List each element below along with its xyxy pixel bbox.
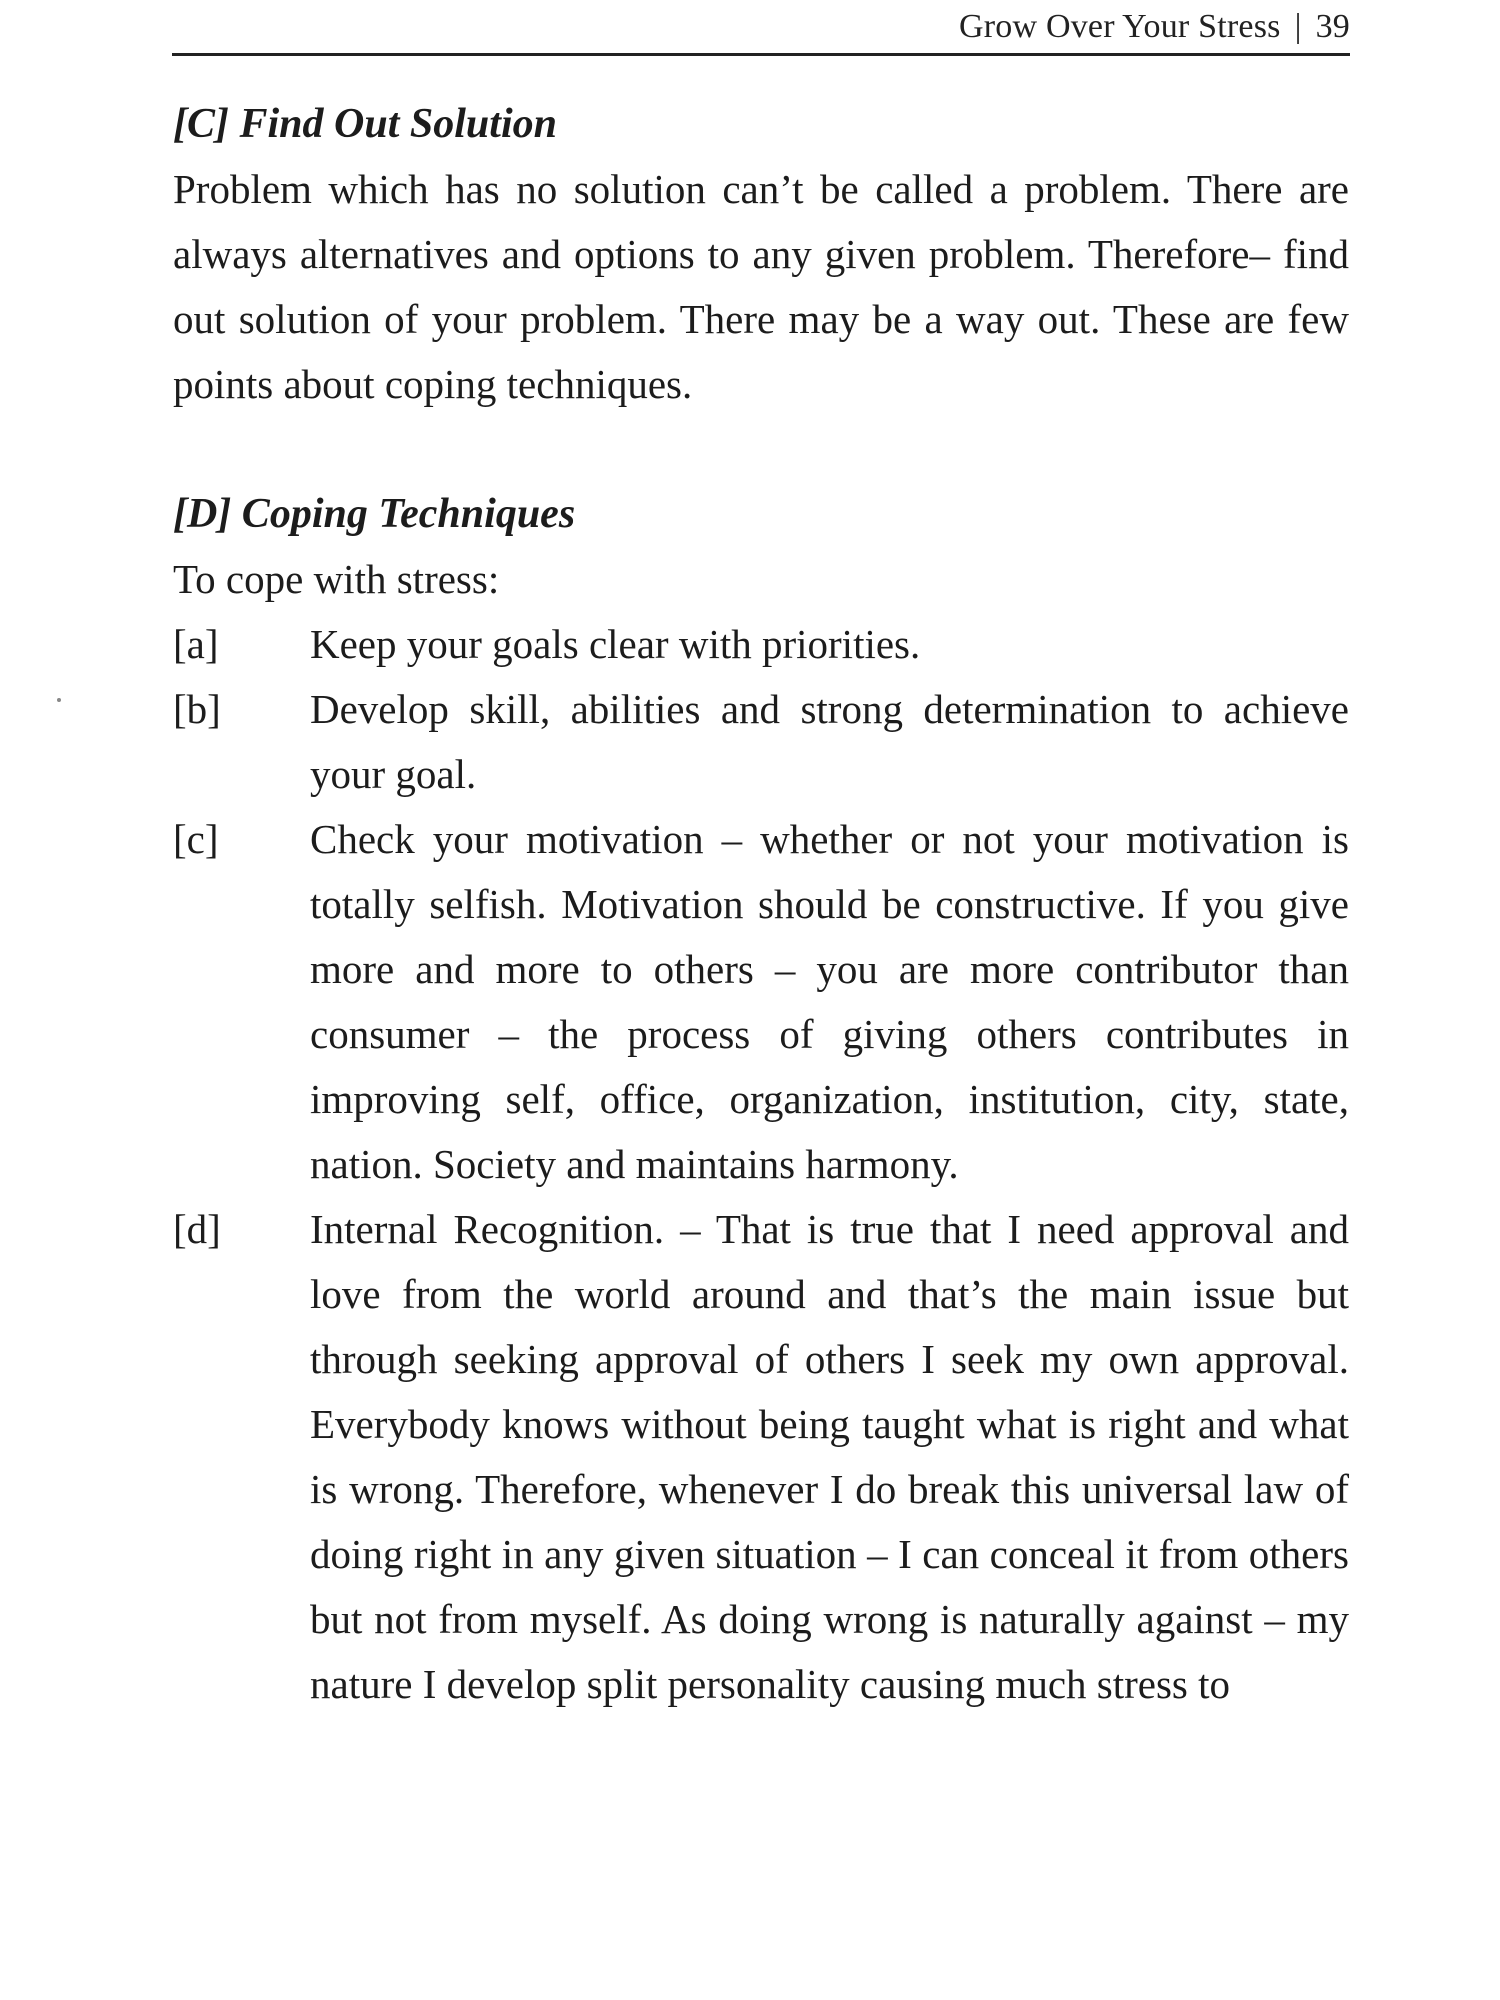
list-item-text: Develop skill, abilities and strong determination to achieve your goal. — [310, 686, 1349, 797]
section-spacer — [173, 417, 1349, 482]
running-header — [959, 8, 1350, 46]
list-marker: [c] — [173, 816, 219, 862]
list-item-c — [173, 807, 1349, 1197]
list-item-text: Internal Recognition. – That is true that I need approval and love from the world around and that’s the main issue but through seeking approval of others I seek my own approval. Everybody knows without being taught what is right and what is wrong. Therefore, whenever I do break this universal law of doing right in any given situation – I can conceal it from others but not from myself. As doing wrong is naturally against – my nature I develop split personality causing much stress to — [310, 1206, 1349, 1707]
scan-speck — [57, 698, 61, 702]
header-separator: | — [1294, 8, 1302, 45]
list-item-text: Keep your goals clear with priorities. — [310, 621, 921, 667]
list-marker: [d] — [173, 1206, 221, 1252]
section-c-paragraph: Problem which has no solution can’t be called a problem. There are always alternatives and options to any given problem. Therefore– find out solution of your problem. There may be a way out. These are few points about coping techniques. — [173, 166, 1349, 407]
section-heading-c: [C] Find Out Solution — [173, 101, 557, 147]
section-heading-d: [D] Coping Techniques — [173, 491, 576, 537]
list-item-b — [173, 677, 1349, 807]
list-marker: [b] — [173, 686, 221, 732]
book-title: Grow Over Your Stress — [959, 8, 1281, 45]
list-item-d — [173, 1197, 1349, 1717]
page-number: 39 — [1315, 8, 1350, 45]
list-intro: To cope with stress: — [173, 556, 500, 602]
list-item-text: Check your motivation – whether or not your motivation is totally selfish. Motivation should be constructive. If you give more and more to others – you are more contributor than consumer – the process of giving others contributes in improving self, office, organization, institution, city, state, nation. Society and maintains harmony. — [310, 816, 1349, 1187]
page-body — [173, 92, 1349, 1717]
list-item-a — [173, 612, 1349, 677]
header-rule — [172, 53, 1350, 56]
list-marker: [a] — [173, 621, 219, 667]
